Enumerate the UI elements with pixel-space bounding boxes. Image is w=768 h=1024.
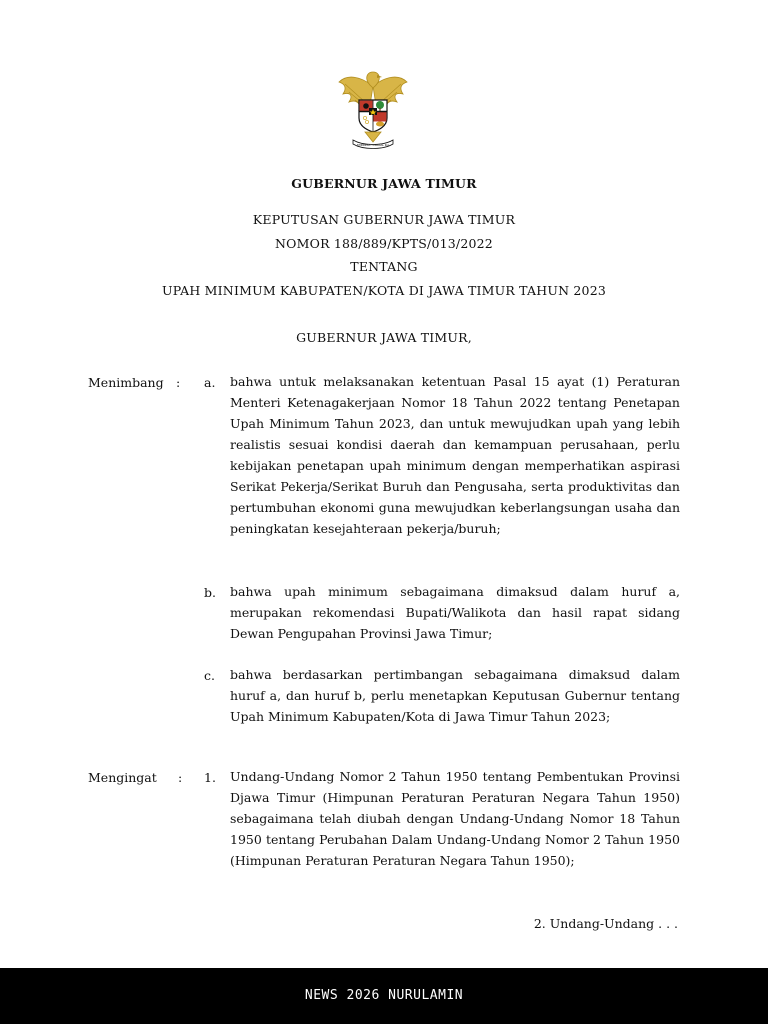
menimbang-item-b: bahwa upah minimum sebagaimana dimaksud dalam huruf a, merupakan rekomendasi Bupati/Walikota dan hasil rapat sidang Dewan Pengupahan Provinsi Jawa Timur; <box>230 584 680 641</box>
mengingat-label: Mengingat <box>88 770 157 785</box>
banner-text: NEWS 2026 NURULAMIN <box>304 988 464 1003</box>
menimbang-item-a-marker: a. <box>204 375 216 390</box>
menimbang-item-a: bahwa untuk melaksanakan ketentuan Pasal 15 ayat (1) Peraturan Menteri Ketenagakerjaan Nomor 18 Tahun 2022 tentang Penetapan Upah Minimum Tahun 2023, dan untuk mewujudkan upah yang lebih realistis sesuai kondisi daerah dan kemampuan perusahaan, perlu kebijakan penetapan upah minimum dengan memperhatikan aspirasi Serikat Pekerja/Serikat Buruh dan Pengusaha, serta produktivitas dan pertumbuhan ekonomi guna mewujudkan keberlangsungan usaha dan peningkatan kesejahteraan pekerja/buruh; <box>230 374 680 536</box>
menimbang-item-c-marker: c. <box>204 668 215 683</box>
mengingat-item-1-marker: 1. <box>204 770 216 785</box>
mengingat-colon: : <box>178 770 183 785</box>
decree-subject: UPAH MINIMUM KABUPATEN/KOTA DI JAWA TIMUR TAHUN 2023 <box>161 283 607 298</box>
menimbang-item-c: bahwa berdasarkan pertimbangan sebagaimana dimaksud dalam huruf a, dan huruf b, perlu menetapkan Keputusan Gubernur tentang Upah Minimum Kabupaten/Kota di Jawa Timur Tahun 2023; <box>230 667 680 724</box>
garuda-pancasila-emblem-icon <box>335 66 411 152</box>
mengingat-item-1: Undang-Undang Nomor 2 Tahun 1950 tentang Pembentukan Provinsi Djawa Timur (Himpunan Peraturan Peraturan Negara Tahun 1950) sebagaimana telah diubah dengan Undang-Undang Nomor 18 Tahun 1950 tentang Perubahan Dalam Undang-Undang Nomor 2 Tahun 1950 (Himpunan Peraturan Peraturan Negara Tahun 1950); <box>230 769 680 868</box>
decree-number: NOMOR 188/889/KPTS/013/2022 <box>275 236 493 251</box>
menimbang-colon: : <box>176 375 181 390</box>
salutation: GUBERNUR JAWA TIMUR, <box>296 330 472 345</box>
svg-text:BHINNEKA TUNGGAL IKA: BHINNEKA TUNGGAL IKA <box>357 144 389 147</box>
watermark-banner <box>0 968 768 1024</box>
decree-about: TENTANG <box>350 259 418 274</box>
menimbang-item-b-marker: b. <box>204 585 216 600</box>
menimbang-label: Menimbang <box>88 375 164 390</box>
page-continuation: 2. Undang-Undang . . . <box>533 916 678 931</box>
decree-title: KEPUTUSAN GUBERNUR JAWA TIMUR <box>252 212 516 227</box>
issuing-authority: GUBERNUR JAWA TIMUR <box>291 176 477 191</box>
